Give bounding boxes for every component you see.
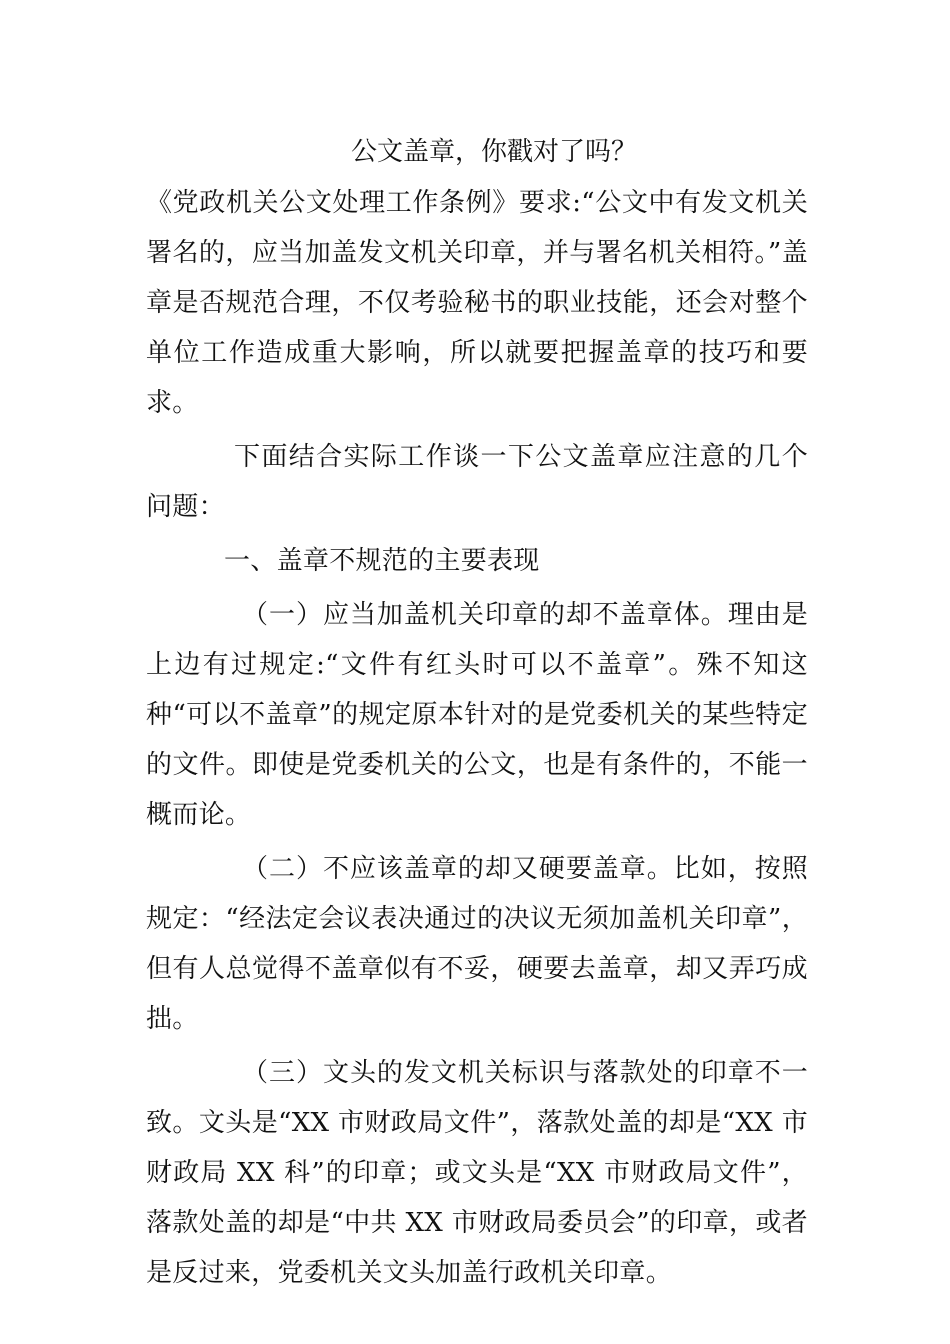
paragraph-item-2: （二）不应该盖章的却又硬要盖章。比如，按照规定：“经法定会议表决通过的决议无须加盖机关印章”，但有人总觉得不盖章似有不妥，硬要去盖章，却又弄巧成拙。 <box>146 854 808 1034</box>
paragraph-following-issues: 下面结合实际工作谈一下公文盖章应注意的几个问题： <box>146 442 808 522</box>
paragraph-item-3: （三）文头的发文机关标识与落款处的印章不一致。文头是“XX 市财政局文件”，落款处盖的却是“XX 市财政局 XX 科”的印章；或文头是“XX 市财政局文件”，落款处盖的却是“中共 XX 市财政局委员会”的印章，或者是反过来，党委机关文头加盖行政机关印章。 <box>146 1058 808 1288</box>
section-heading-1: 一、盖章不规范的主要表现 <box>224 546 540 576</box>
paragraph-item-1: （一）应当加盖机关印章的却不盖章体。理由是上边有过规定:“文件有红头时可以不盖章”。殊不知这种“可以不盖章”的规定原本针对的是党委机关的某些特定的文件。即使是党委机关的公文，也是有条件的，不能一概而论。 <box>146 600 808 830</box>
document-title: 公文盖章，你戳对了吗？ <box>350 137 637 167</box>
document-page <box>146 128 808 1298</box>
paragraph-intro: 《党政机关公文处理工作条例》要求:“公文中有发文机关署名的，应当加盖发文机关印章，并与署名机关相符。”盖章是否规范合理，不仅考验秘书的职业技能，还会对整个单位工作造成重大影响，所以就要把握盖章的技巧和要求。 <box>146 188 808 418</box>
